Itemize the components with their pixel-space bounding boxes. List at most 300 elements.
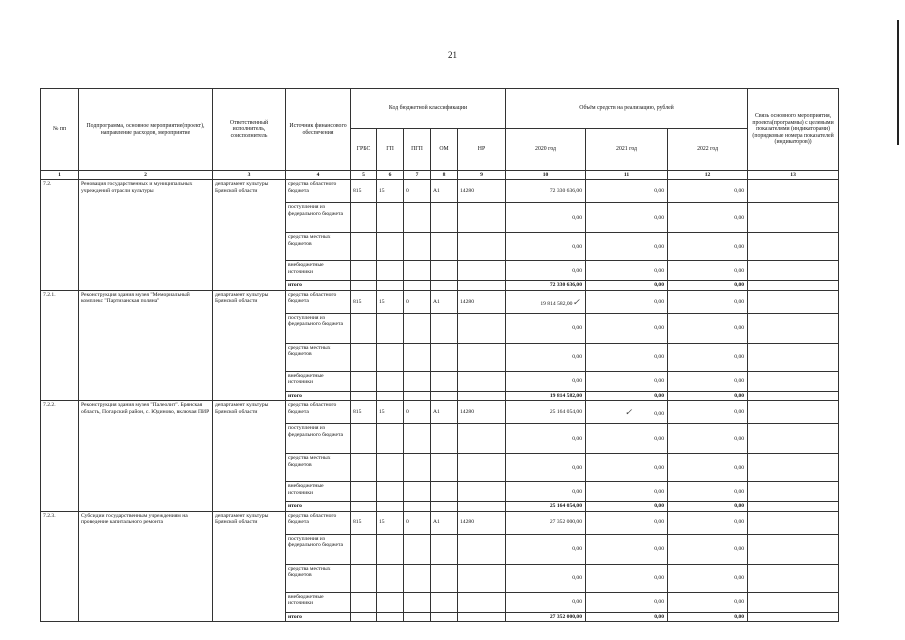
- amount-2020-text: 25 164 054,00: [549, 409, 583, 416]
- amount-2022-text: 0,00: [734, 409, 745, 416]
- code-np: [458, 502, 506, 511]
- item-responsible: [213, 180, 286, 290]
- amount-2020-text: 72 330 636,00: [549, 188, 583, 195]
- code-gp: [377, 180, 404, 203]
- amount-2020-text: 0,00: [572, 545, 583, 552]
- item-name: [79, 180, 213, 290]
- table-header: [41, 89, 839, 180]
- code-gp: [377, 313, 404, 343]
- header-grbs: ГРБС: [351, 129, 377, 171]
- amount-2022: [668, 511, 748, 534]
- amount-2020-text: 19 814 582,00: [549, 392, 583, 399]
- code-grbs: [351, 424, 377, 454]
- amount-2022: [668, 401, 748, 424]
- amount-2022: [668, 343, 748, 371]
- amount-2022-text: 0,00: [734, 325, 745, 332]
- amount-2020-text: 0,00: [572, 243, 583, 250]
- funding-source: [286, 424, 351, 454]
- amount-2022: [668, 482, 748, 502]
- amount-2020-text: 0,00: [572, 435, 583, 442]
- amount-2021: [586, 261, 668, 281]
- funding-source-text: итого: [288, 503, 302, 510]
- code-pgp: [404, 482, 431, 502]
- amount-2020-text: 0,00: [572, 574, 583, 581]
- code-pgp: [404, 454, 431, 482]
- amount-2020-text: 0,00: [572, 378, 583, 385]
- item-name-text: Субсидии государственным учреждениям на проведение капитального ремонта: [81, 512, 188, 526]
- funding-source-text: итого: [288, 392, 302, 399]
- amount-2021: [586, 371, 668, 391]
- item-name: [79, 511, 213, 621]
- amount-2021: [586, 180, 668, 203]
- code-pgp: [404, 233, 431, 261]
- code-om: [431, 371, 458, 391]
- amount-2022: [668, 564, 748, 592]
- column-number: 3: [213, 171, 286, 180]
- amount-2021: [586, 391, 668, 400]
- code-grbs: [351, 343, 377, 371]
- item-number-text: 7.2.: [43, 181, 52, 188]
- amount-2020: [506, 281, 586, 290]
- code-pgp: [404, 281, 431, 290]
- code-pgp: [404, 371, 431, 391]
- code-pgp: [404, 401, 431, 424]
- code-np: [458, 424, 506, 454]
- indicator-link: [748, 233, 839, 261]
- code-grbs: [351, 502, 377, 511]
- code-om: [431, 313, 458, 343]
- funding-source-text: средства местных бюджетов: [288, 455, 331, 468]
- amount-2021: [586, 592, 668, 612]
- handwritten-check-icon: ✓: [624, 407, 633, 418]
- code-grbs-text: 815: [353, 298, 362, 305]
- code-gp: [377, 261, 404, 281]
- column-number: 12: [668, 171, 748, 180]
- code-gp: [377, 343, 404, 371]
- code-grbs: [351, 592, 377, 612]
- funding-source-text: средства областного бюджета: [288, 291, 337, 305]
- code-om: [431, 391, 458, 400]
- code-gp: [377, 564, 404, 592]
- code-gp: [377, 371, 404, 391]
- code-gp: [377, 424, 404, 454]
- indicator-link: [748, 313, 839, 343]
- amount-2022: [668, 261, 748, 281]
- column-number: 6: [377, 171, 404, 180]
- code-pgp-text: 0: [406, 188, 409, 195]
- amount-2020-text: 27 352 000,00: [549, 613, 583, 620]
- indicator-link: [748, 424, 839, 454]
- amount-2021: [586, 281, 668, 290]
- amount-2020: [506, 401, 586, 424]
- code-pgp: [404, 592, 431, 612]
- amount-2022-text: 0,00: [734, 282, 745, 289]
- code-grbs-text: 815: [353, 188, 362, 195]
- amount-2020-text: 0,00: [572, 598, 583, 605]
- code-pgp: [404, 180, 431, 203]
- code-gp: [377, 502, 404, 511]
- table-row: [41, 180, 839, 203]
- amount-2022-text: 0,00: [734, 214, 745, 221]
- amount-2022: [668, 290, 748, 313]
- code-gp: [377, 454, 404, 482]
- table-row: [41, 401, 839, 424]
- funding-source-text: внебюджетные источники: [288, 483, 324, 496]
- amount-2020-text: 0,00: [572, 325, 583, 332]
- amount-2021-text: 0,00: [654, 574, 665, 581]
- column-number: 5: [351, 171, 377, 180]
- amount-2022: [668, 233, 748, 261]
- amount-2020: [506, 564, 586, 592]
- code-om: [431, 343, 458, 371]
- funding-source: [286, 482, 351, 502]
- amount-2020-text: 25 164 054,00: [549, 503, 583, 510]
- code-np-text: 14280: [460, 298, 474, 305]
- amount-2022: [668, 424, 748, 454]
- item-number: [41, 290, 79, 400]
- code-gp: [377, 534, 404, 564]
- budget-table: [40, 88, 839, 622]
- funding-source-text: средства областного бюджета: [288, 512, 337, 526]
- funding-source: [286, 391, 351, 400]
- code-np: [458, 401, 506, 424]
- amount-2021-text: 0,00: [654, 267, 665, 274]
- amount-2021: [586, 511, 668, 534]
- indicator-link: [748, 502, 839, 511]
- indicator-link: [748, 592, 839, 612]
- amount-2021: [586, 203, 668, 233]
- amount-2021-text: 0,00: [654, 392, 665, 399]
- code-pgp: [404, 612, 431, 621]
- funding-source-text: поступления из федерального бюджета: [288, 204, 344, 217]
- amount-2020: [506, 261, 586, 281]
- code-np-text: 14280: [460, 188, 474, 195]
- code-np: [458, 454, 506, 482]
- amount-2021-text: 0,00: [654, 545, 665, 552]
- code-np: [458, 612, 506, 621]
- code-np: [458, 371, 506, 391]
- amount-2021: [586, 564, 668, 592]
- amount-2021-text: 0,00: [654, 282, 665, 289]
- funding-source: [286, 502, 351, 511]
- amount-2021: [586, 534, 668, 564]
- code-pgp-text: 0: [406, 409, 409, 416]
- funding-source-text: поступления из федерального бюджета: [288, 425, 344, 438]
- funding-source-text: средства местных бюджетов: [288, 565, 331, 579]
- column-numbers-row: [41, 171, 839, 180]
- code-om: [431, 180, 458, 203]
- code-grbs: [351, 612, 377, 621]
- header-2022: 2022 год: [668, 129, 748, 171]
- table-row: [41, 511, 839, 534]
- amount-2021: [586, 502, 668, 511]
- funding-source-text: поступления из федерального бюджета: [288, 535, 344, 549]
- amount-2020-text: 0,00: [572, 214, 583, 221]
- item-number-text: 7.2.1.: [43, 291, 56, 298]
- amount-2022: [668, 534, 748, 564]
- amount-2021-text: 0,00: [654, 488, 665, 495]
- amount-2022: [668, 592, 748, 612]
- column-number: 1: [41, 171, 79, 180]
- amount-2022: [668, 281, 748, 290]
- header-pgp: ПГП: [404, 129, 431, 171]
- code-np: [458, 343, 506, 371]
- code-om: [431, 482, 458, 502]
- code-om-text: А1: [433, 298, 440, 305]
- amount-2022: [668, 203, 748, 233]
- amount-2022-text: 0,00: [734, 574, 745, 581]
- amount-2020: [506, 313, 586, 343]
- code-pgp: [404, 391, 431, 400]
- code-om-text: А1: [433, 519, 440, 526]
- amount-2022-text: 0,00: [734, 392, 745, 399]
- amount-2021-text: 0,00: [654, 519, 665, 526]
- code-om: [431, 454, 458, 482]
- code-np: [458, 261, 506, 281]
- code-grbs: [351, 261, 377, 281]
- amount-2020: [506, 454, 586, 482]
- amount-2020: [506, 233, 586, 261]
- code-grbs: [351, 454, 377, 482]
- amount-2021: [586, 401, 668, 424]
- header-gp: ГП: [377, 129, 404, 171]
- header-link: Связь основного мероприятия, проекта(программы) с целевыми показателями (индикаторами) (порядковые номера показателей (индикаторов)): [748, 89, 839, 171]
- code-om: [431, 290, 458, 313]
- code-om: [431, 534, 458, 564]
- funding-source: [286, 454, 351, 482]
- indicator-link: [748, 290, 839, 313]
- code-pgp: [404, 534, 431, 564]
- code-grbs: [351, 180, 377, 203]
- item-name: [79, 290, 213, 400]
- amount-2021-text: 0,00: [654, 354, 665, 361]
- funding-source: [286, 592, 351, 612]
- code-gp: [377, 612, 404, 621]
- item-name-text: Реновация государственных и муниципальных учреждений отрасли культуры: [81, 181, 193, 194]
- amount-2022-text: 0,00: [734, 519, 745, 526]
- amount-2022: [668, 371, 748, 391]
- amount-2022-text: 0,00: [734, 545, 745, 552]
- column-number: 11: [586, 171, 668, 180]
- amount-2020: [506, 290, 586, 313]
- code-om: [431, 511, 458, 534]
- code-om-text: А1: [433, 188, 440, 195]
- code-np: [458, 313, 506, 343]
- code-om: [431, 592, 458, 612]
- amount-2022-text: 0,00: [734, 464, 745, 471]
- amount-2021: [586, 424, 668, 454]
- code-om: [431, 424, 458, 454]
- code-gp: [377, 592, 404, 612]
- code-np: [458, 511, 506, 534]
- amount-2022-text: 0,00: [734, 354, 745, 361]
- scan-edge-line: [897, 20, 899, 145]
- indicator-link: [748, 612, 839, 621]
- code-gp: [377, 290, 404, 313]
- amount-2020: [506, 424, 586, 454]
- indicator-link: [748, 482, 839, 502]
- item-number: [41, 180, 79, 290]
- amount-2021: [586, 233, 668, 261]
- amount-2021-text: 0,00: [654, 411, 665, 418]
- amount-2021-text: 0,00: [654, 464, 665, 471]
- amount-2021-text: 0,00: [654, 503, 665, 510]
- amount-2020-text: 0,00: [572, 488, 583, 495]
- amount-2021-text: 0,00: [654, 243, 665, 250]
- amount-2022-text: 0,00: [734, 267, 745, 274]
- code-gp: [377, 482, 404, 502]
- item-name: [79, 401, 213, 511]
- amount-2022: [668, 391, 748, 400]
- code-np: [458, 482, 506, 502]
- amount-2021-text: 0,00: [654, 378, 665, 385]
- funding-source-text: средства местных бюджетов: [288, 344, 331, 358]
- code-grbs-text: 815: [353, 519, 362, 526]
- amount-2020: [506, 343, 586, 371]
- item-number: [41, 401, 79, 511]
- header-volume: Объём средств на реализацию, рублей: [506, 89, 748, 129]
- code-pgp-text: 0: [406, 298, 409, 305]
- indicator-link: [748, 534, 839, 564]
- item-number-text: 7.2.3.: [43, 512, 56, 519]
- code-om: [431, 261, 458, 281]
- column-number: 10: [506, 171, 586, 180]
- code-pgp-text: 0: [406, 519, 409, 526]
- amount-2020: [506, 592, 586, 612]
- funding-source-text: итого: [288, 282, 302, 289]
- amount-2022-text: 0,00: [734, 378, 745, 385]
- code-np: [458, 564, 506, 592]
- amount-2020: [506, 391, 586, 400]
- header-om: ОМ: [431, 129, 458, 171]
- code-np: [458, 233, 506, 261]
- code-pgp: [404, 564, 431, 592]
- item-number: [41, 511, 79, 621]
- item-name-text: Реконструкция здания музея "Мемориальный комплекс "Партизанская поляна": [81, 291, 190, 305]
- code-pgp: [404, 203, 431, 233]
- amount-2021-text: 0,00: [654, 435, 665, 442]
- funding-source-text: средства местных бюджетов: [288, 234, 331, 247]
- code-grbs: [351, 564, 377, 592]
- funding-source: [286, 401, 351, 424]
- code-np: [458, 203, 506, 233]
- amount-2022-text: 0,00: [734, 488, 745, 495]
- code-gp-text: 15: [379, 519, 385, 526]
- funding-source: [286, 281, 351, 290]
- indicator-link: [748, 281, 839, 290]
- amount-2021-text: 0,00: [654, 298, 665, 305]
- code-pgp: [404, 424, 431, 454]
- header-source: Источник финансового обеспечения: [286, 89, 351, 171]
- column-number: 8: [431, 171, 458, 180]
- indicator-link: [748, 391, 839, 400]
- amount-2022: [668, 180, 748, 203]
- amount-2020: [506, 511, 586, 534]
- code-om-text: А1: [433, 409, 440, 416]
- amount-2021: [586, 482, 668, 502]
- amount-2021-text: 0,00: [654, 188, 665, 195]
- code-pgp: [404, 502, 431, 511]
- header-responsible: Ответственный исполнитель, соисполнитель: [213, 89, 286, 171]
- header-np: НР: [458, 129, 506, 171]
- amount-2020-text: 19 814 582,00: [540, 300, 573, 307]
- code-np-text: 14280: [460, 409, 474, 416]
- code-om: [431, 281, 458, 290]
- code-om: [431, 233, 458, 261]
- amount-2020: [506, 502, 586, 511]
- funding-source: [286, 343, 351, 371]
- amount-2020-text: 27 352 000,00: [549, 519, 583, 526]
- amount-2022: [668, 612, 748, 621]
- amount-2020-text: 72 330 636,00: [549, 282, 583, 289]
- code-om: [431, 203, 458, 233]
- amount-2020: [506, 534, 586, 564]
- amount-2022-text: 0,00: [734, 613, 745, 620]
- amount-2020-text: 0,00: [572, 464, 583, 471]
- funding-source: [286, 534, 351, 564]
- funding-source-text: средства областного бюджета: [288, 181, 337, 194]
- code-om: [431, 612, 458, 621]
- code-grbs: [351, 281, 377, 290]
- code-gp: [377, 233, 404, 261]
- header-2020: 2020 год: [506, 129, 586, 171]
- amount-2021: [586, 454, 668, 482]
- column-number: 13: [748, 171, 839, 180]
- item-responsible-text: департамент культуры Брянской области: [215, 402, 269, 415]
- code-grbs: [351, 534, 377, 564]
- code-pgp: [404, 343, 431, 371]
- amount-2020: [506, 203, 586, 233]
- amount-2021-text: 0,00: [654, 613, 665, 620]
- code-np-text: 14280: [460, 519, 474, 526]
- code-gp: [377, 203, 404, 233]
- code-gp: [377, 281, 404, 290]
- funding-source-text: внебюджетные источники: [288, 372, 324, 386]
- indicator-link: [748, 261, 839, 281]
- code-grbs: [351, 371, 377, 391]
- amount-2022-text: 0,00: [734, 435, 745, 442]
- amount-2022: [668, 502, 748, 511]
- funding-source: [286, 511, 351, 534]
- item-responsible: [213, 290, 286, 400]
- item-responsible-text: департамент культуры Брянской области: [215, 291, 269, 305]
- indicator-link: [748, 343, 839, 371]
- column-number: 7: [404, 171, 431, 180]
- indicator-link: [748, 203, 839, 233]
- amount-2021: [586, 290, 668, 313]
- item-name-text: Реконструкция здания музея "Палеолит". Брянская область, Погарский район, с. Юдиново, включая ПИР: [81, 402, 210, 415]
- code-grbs: [351, 233, 377, 261]
- code-np: [458, 281, 506, 290]
- item-responsible-text: департамент культуры Брянской области: [215, 512, 269, 526]
- code-pgp: [404, 261, 431, 281]
- amount-2020-text: 0,00: [572, 267, 583, 274]
- funding-source: [286, 371, 351, 391]
- code-np: [458, 534, 506, 564]
- amount-2021-text: 0,00: [654, 598, 665, 605]
- code-grbs: [351, 511, 377, 534]
- funding-source-text: итого: [288, 613, 302, 620]
- code-grbs: [351, 391, 377, 400]
- amount-2021: [586, 313, 668, 343]
- indicator-link: [748, 511, 839, 534]
- funding-source: [286, 180, 351, 203]
- column-number: 2: [79, 171, 213, 180]
- indicator-link: [748, 371, 839, 391]
- amount-2020: [506, 371, 586, 391]
- amount-2020: [506, 180, 586, 203]
- table-body: [41, 180, 839, 622]
